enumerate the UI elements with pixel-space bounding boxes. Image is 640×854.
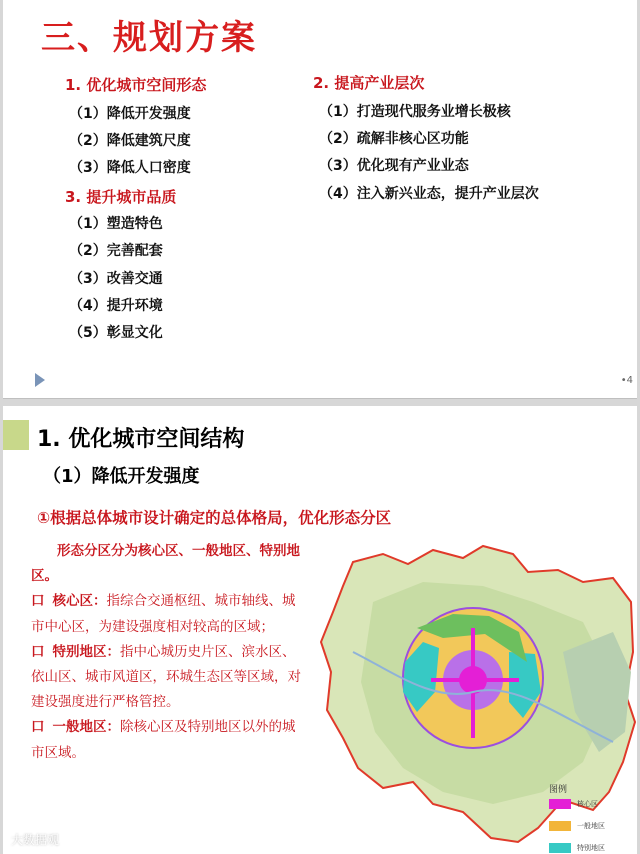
page-number: •4: [620, 375, 633, 386]
slide-title: 三、规划方案: [41, 18, 257, 58]
bullet-term: 一般地区：: [52, 719, 120, 736]
bullet-text: 指综合交通枢纽、城市轴线、城市中心区，为建设强度相对较高的区域；: [31, 593, 296, 635]
section-3-item: （4）提升环境: [69, 298, 163, 314]
section-3-heading: 3. 提升城市品质: [65, 188, 177, 206]
title-marker: [3, 420, 29, 450]
bullet-marker: 口: [31, 593, 45, 610]
watermark: 大数据观: [11, 833, 60, 847]
legend-item: [549, 821, 629, 831]
bullet-marker: 口: [31, 719, 45, 736]
bullet-marker: 口: [31, 643, 45, 660]
section-2-item: （2）疏解非核心区功能: [319, 131, 469, 147]
body-text: [31, 539, 305, 766]
section-2-item: （1）打造现代服务业增长极核: [319, 104, 511, 120]
section-1-heading: 1. 优化城市空间形态: [65, 76, 207, 94]
section-2-heading: 2. 提高产业层次: [313, 74, 425, 92]
section-3-item: （1）塑造特色: [69, 216, 163, 232]
bullet-general: [31, 715, 305, 765]
bullet-text: 指中心城历史片区、滨水区、依山区、城市风道区，环城生态区等区域，对建设强度进行严格管控。: [31, 643, 301, 711]
section-2-item: （3）优化现有产业业态: [319, 158, 469, 174]
lead-text: ①根据总体城市设计确定的总体格局，优化形态分区: [37, 509, 392, 527]
slide-1: [3, 0, 637, 399]
legend-title: 图例: [549, 785, 568, 795]
play-icon[interactable]: [35, 373, 45, 387]
section-1-item: （1）降低开发强度: [69, 106, 191, 122]
bullet-term: 特别地区：: [52, 643, 120, 660]
intro-text: 形态分区分为核心区、一般地区、特别地区。: [31, 543, 300, 585]
legend-label: 核心区: [577, 800, 598, 808]
legend-label: 一般地区: [577, 822, 605, 830]
bullet-term: 核心区：: [52, 593, 107, 610]
slide-2: [3, 406, 637, 854]
legend-swatch: [549, 821, 571, 831]
legend-item: [549, 799, 629, 809]
slide-title: 1. 优化城市空间结构: [37, 427, 245, 452]
legend-swatch: [549, 843, 571, 853]
legend-item: [549, 843, 629, 853]
legend-label: 特别地区: [577, 844, 605, 852]
bullet-text: 除核心区及特别地区以外的城市区域。: [31, 719, 296, 761]
section-1-item: （2）降低建筑尺度: [69, 133, 191, 149]
section-1-item: （3）降低人口密度: [69, 160, 191, 176]
section-2-item: （4）注入新兴业态，提升产业层次: [319, 186, 539, 202]
bullet-core: [31, 589, 305, 639]
legend-swatch: [549, 799, 571, 809]
map-legend: [549, 782, 629, 854]
bullet-special: [31, 640, 305, 716]
section-3-item: （3）改善交通: [69, 271, 163, 287]
section-3-item: （5）彰显文化: [69, 325, 163, 341]
section-3-item: （2）完善配套: [69, 243, 163, 259]
slide-subtitle: （1）降低开发强度: [43, 466, 200, 487]
